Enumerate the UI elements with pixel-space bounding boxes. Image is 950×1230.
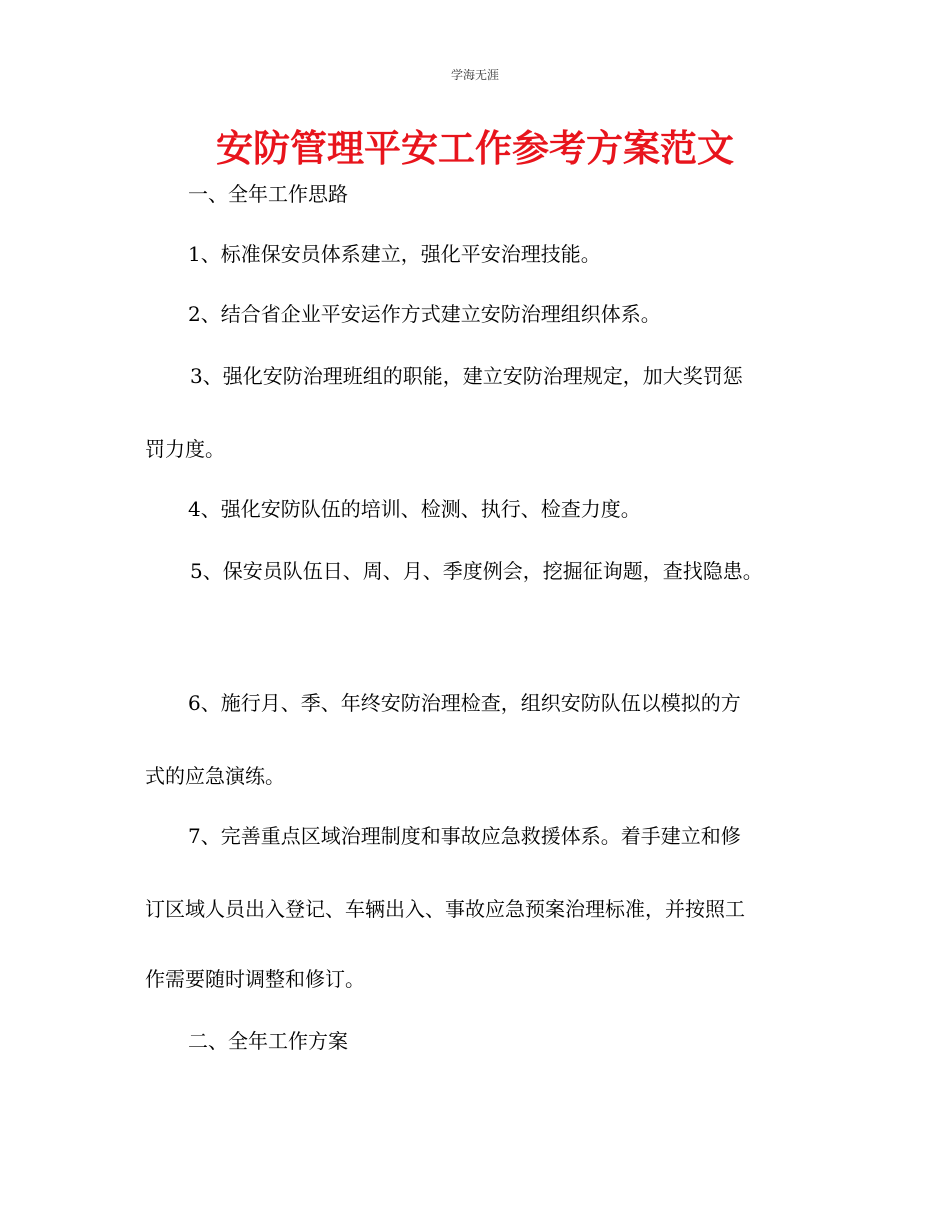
paragraph-item-7-line-2: 订区域人员出入登记、车辆出入、事故应急预案治理标准，并按照工 <box>145 897 745 921</box>
paragraph-item-3-line-1: 3、强化安防治理班组的职能，建立安防治理规定，加大奖罚惩 <box>190 364 743 388</box>
paragraph-item-2: 2、结合省企业平安运作方式建立安防治理组织体系。 <box>188 302 661 326</box>
paragraph-item-3-line-2: 罚力度。 <box>145 437 225 461</box>
paragraph-item-1: 1、标准保安员体系建立，强化平安治理技能。 <box>188 242 601 266</box>
paragraph-item-7-line-1: 7、完善重点区域治理制度和事故应急救援体系。着手建立和修 <box>188 824 741 848</box>
section-heading-1: 一、全年工作思路 <box>188 182 348 206</box>
document-title: 安防管理平安工作参考方案范文 <box>216 127 734 170</box>
paragraph-item-6-line-2: 式的应急演练。 <box>145 764 285 788</box>
header-note: 学海无涯 <box>450 68 499 82</box>
paragraph-item-7-line-3: 作需要随时调整和修订。 <box>145 967 365 991</box>
paragraph-item-6-line-1: 6、施行月、季、年终安防治理检查，组织安防队伍以模拟的方 <box>188 691 741 715</box>
section-heading-2: 二、全年工作方案 <box>188 1029 348 1053</box>
paragraph-item-4: 4、强化安防队伍的培训、检测、执行、检查力度。 <box>188 497 641 521</box>
paragraph-item-5: 5、保安员队伍日、周、月、季度例会，挖掘征询题，查找隐患。 <box>190 559 763 583</box>
